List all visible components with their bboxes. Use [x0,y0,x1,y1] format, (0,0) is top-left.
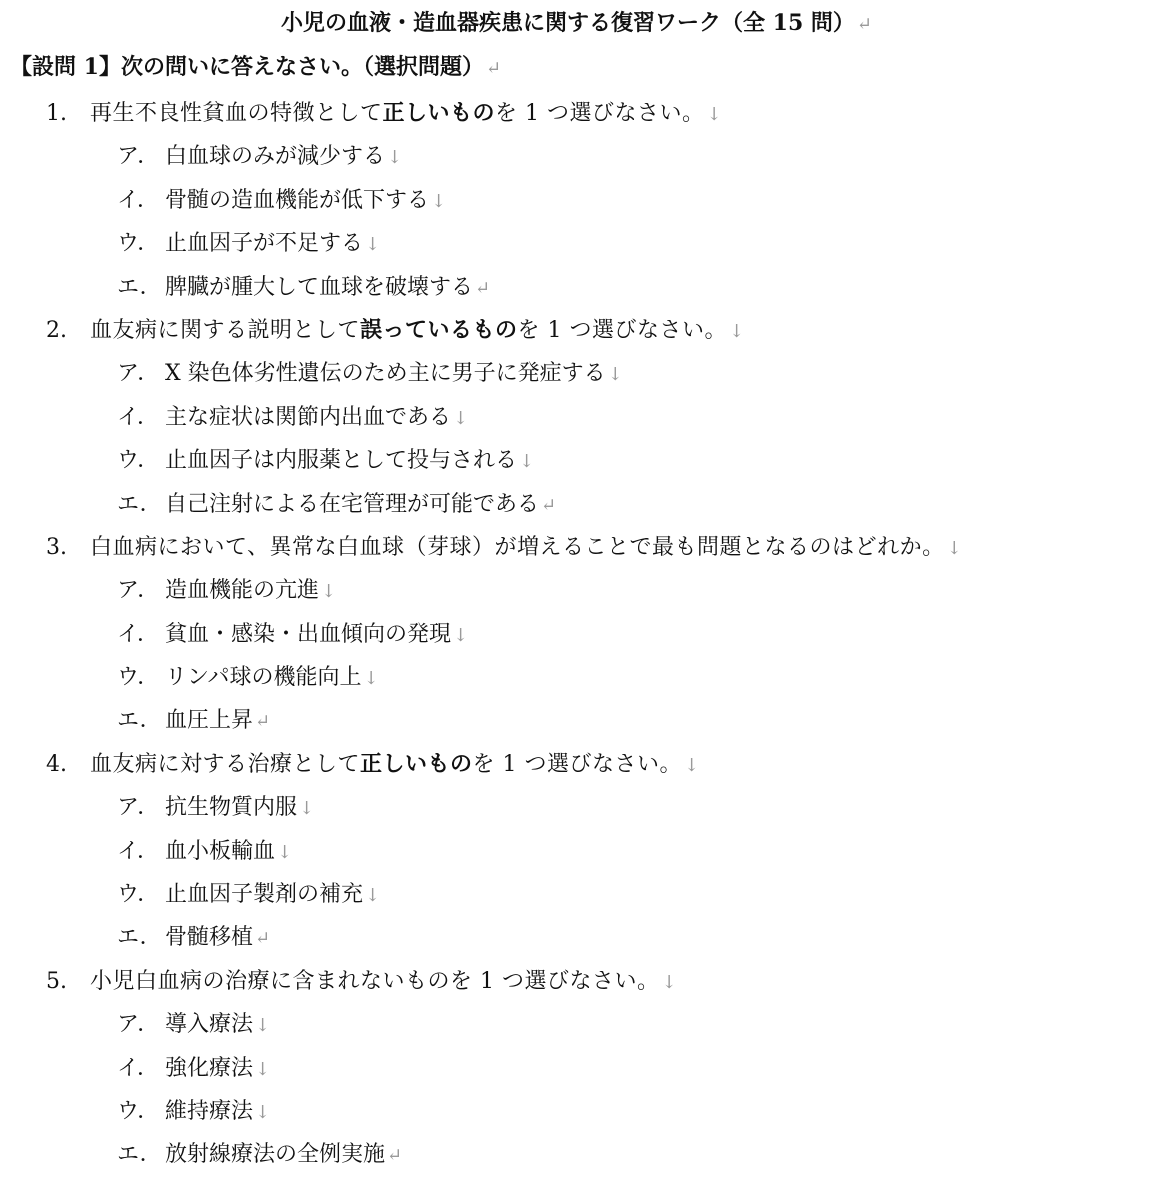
option-text [165,569,336,613]
option-label: エ． [117,1142,162,1168]
option-text [165,396,468,440]
line-break-mark: ↓ [321,581,337,603]
option-text-value: X 染色体劣性遺伝のため主に男子に発症する [165,361,606,387]
option-text [165,1090,270,1134]
line-break-mark: ↓ [661,971,678,993]
option-text-value: 脾臓が腫大して血球を破壊する [165,274,474,300]
paragraph-mark: ↵ [485,58,502,79]
line-break-mark: ↓ [255,1101,271,1123]
option-text-value: 止血因子製剤の補充 [165,882,364,908]
option-item [0,1133,1153,1176]
line-break-mark: ↓ [365,234,381,256]
question-number: 4. [46,751,67,777]
option-text-value: 放射線療法の全例実施 [165,1142,386,1168]
option-text [165,1003,270,1047]
option-item [0,483,1153,526]
option-text-value: 自己注射による在宅管理が可能である [165,491,540,517]
option-label: イ． [117,187,160,213]
line-break-mark: ↓ [453,624,469,646]
option-text [165,1047,270,1091]
option-label: ア． [117,361,160,387]
line-break-mark: ↓ [946,537,963,559]
question-3 [0,526,1153,569]
option-label: エ． [117,274,162,300]
question-text [90,309,745,353]
option-label: ウ． [117,665,160,691]
question-text-plain: 血友病に関する説明として [90,317,361,343]
option-item [0,830,1153,873]
option-item [0,439,1153,482]
option-label: エ． [117,708,162,734]
option-text [165,830,292,874]
option-label: エ． [117,925,162,951]
option-label: ア． [117,144,160,170]
option-item [0,1047,1153,1090]
question-text-plain: を 1 つ選びなさい。 [472,751,683,777]
option-text [165,699,270,743]
option-label: ウ． [117,882,160,908]
option-text-value: リンパ球の機能向上 [165,665,362,691]
option-item [0,396,1153,439]
line-break-mark: ↓ [519,451,535,473]
option-label: エ． [117,491,162,517]
line-break-mark: ↓ [277,841,293,863]
option-item [0,352,1153,395]
option-text-value: 主な症状は関節内出血である [165,404,452,430]
option-item [0,613,1153,656]
question-text-plain: を 1 つ選びなさい。 [495,101,705,126]
option-item [0,222,1153,265]
option-item [0,873,1153,916]
option-item [0,786,1153,829]
option-label: ウ． [117,448,160,474]
question-number: 3. [46,534,67,560]
section-heading-text: 【設問 1】次の問いに答えなさい。（選択問題） [10,54,484,80]
line-break-mark: ↓ [255,1058,271,1080]
option-text-value: 止血因子は内服薬として投与される [165,448,518,474]
option-text [165,873,380,917]
paragraph-mark: ↵ [255,711,271,733]
option-text [165,786,314,830]
question-text-plain: 小児白血病の治療に含まれないものを 1 つ選びなさい。 [90,968,660,994]
question-text-emphasis: 正しいもの [360,750,473,777]
option-text [165,613,468,657]
question-text-plain: 再生不良性貧血の特徴として [90,101,383,126]
line-break-mark: ↓ [706,104,723,125]
question-text-plain: を 1 つ選びなさい。 [517,317,728,343]
option-text [165,916,270,960]
option-text-value: 骨髄移植 [165,925,254,951]
section-heading [10,50,501,86]
line-break-mark: ↓ [365,885,381,907]
paragraph-mark: ↵ [475,277,491,299]
option-text [165,352,623,396]
question-number: 2. [46,317,67,343]
option-text-value: 血小板輸血 [165,838,276,864]
option-item [0,916,1153,959]
question-text [90,743,700,787]
option-text-value: 強化療法 [165,1055,254,1081]
option-text-value: 骨髄の造血機能が低下する [165,187,430,213]
line-break-mark: ↓ [387,147,403,169]
line-break-mark: ↓ [363,668,379,690]
option-label: ア． [117,1012,160,1038]
option-item [0,699,1153,742]
option-item [0,1090,1153,1133]
option-label: イ． [117,621,160,647]
option-text [165,483,556,527]
option-text [165,1133,402,1177]
option-item [0,179,1153,222]
option-label: ウ． [117,231,160,257]
paragraph-mark: ↵ [255,928,271,950]
paragraph-mark: ↵ [541,494,557,516]
paragraph-mark: ↵ [856,14,873,35]
option-item [0,1003,1153,1046]
question-text [90,526,962,570]
option-text [165,135,402,179]
option-text-value: 止血因子が不足する [165,231,364,257]
paragraph-mark: ↵ [387,1145,403,1167]
option-item [0,656,1153,699]
line-break-mark: ↓ [684,754,700,776]
question-text [90,92,722,136]
option-text-value: 貧血・感染・出血傾向の発現 [165,621,452,647]
option-text [165,266,490,310]
option-label: ウ． [117,1098,160,1124]
question-list [0,92,1153,1177]
option-item [0,135,1153,178]
option-text [165,222,380,266]
line-break-mark: ↓ [607,364,623,386]
option-label: ア． [117,795,160,821]
option-item [0,266,1153,309]
option-text-value: 白血球のみが減少する [165,144,386,170]
question-text-plain: 血友病に対する治療として [90,751,361,777]
option-text [165,439,534,483]
line-break-mark: ↓ [453,407,469,429]
line-break-mark: ↓ [255,1015,271,1037]
question-number: 5. [46,968,67,994]
option-text [165,179,446,223]
line-break-mark: ↓ [299,798,315,820]
question-text-plain: 白血病において、異常な白血球（芽球）が増えることで最も問題となるのはどれか。 [90,534,945,560]
option-label: ア． [117,578,160,604]
question-text-emphasis: 正しいもの [382,100,496,126]
option-text-value: 維持療法 [165,1098,254,1124]
question-4 [0,743,1153,786]
option-text [165,656,379,700]
question-number: 1. [46,101,67,126]
option-label: イ． [117,838,160,864]
option-item [0,569,1153,612]
document-title-text: 小児の血液・造血器疾患に関する復習ワーク（全 15 問） [280,10,855,36]
line-break-mark: ↓ [431,190,447,212]
option-text-value: 血圧上昇 [165,708,254,734]
option-text-value: 抗生物質内服 [165,795,298,821]
question-5 [0,960,1153,1003]
question-1 [0,92,1153,135]
option-label: イ． [117,404,160,430]
question-text [90,960,677,1004]
option-text-value: 造血機能の亢進 [165,578,320,604]
question-2 [0,309,1153,352]
line-break-mark: ↓ [729,320,745,342]
question-text-emphasis: 誤っているもの [360,316,518,343]
option-label: イ． [117,1055,160,1081]
document-title [0,6,1153,42]
option-text-value: 導入療法 [165,1012,254,1038]
